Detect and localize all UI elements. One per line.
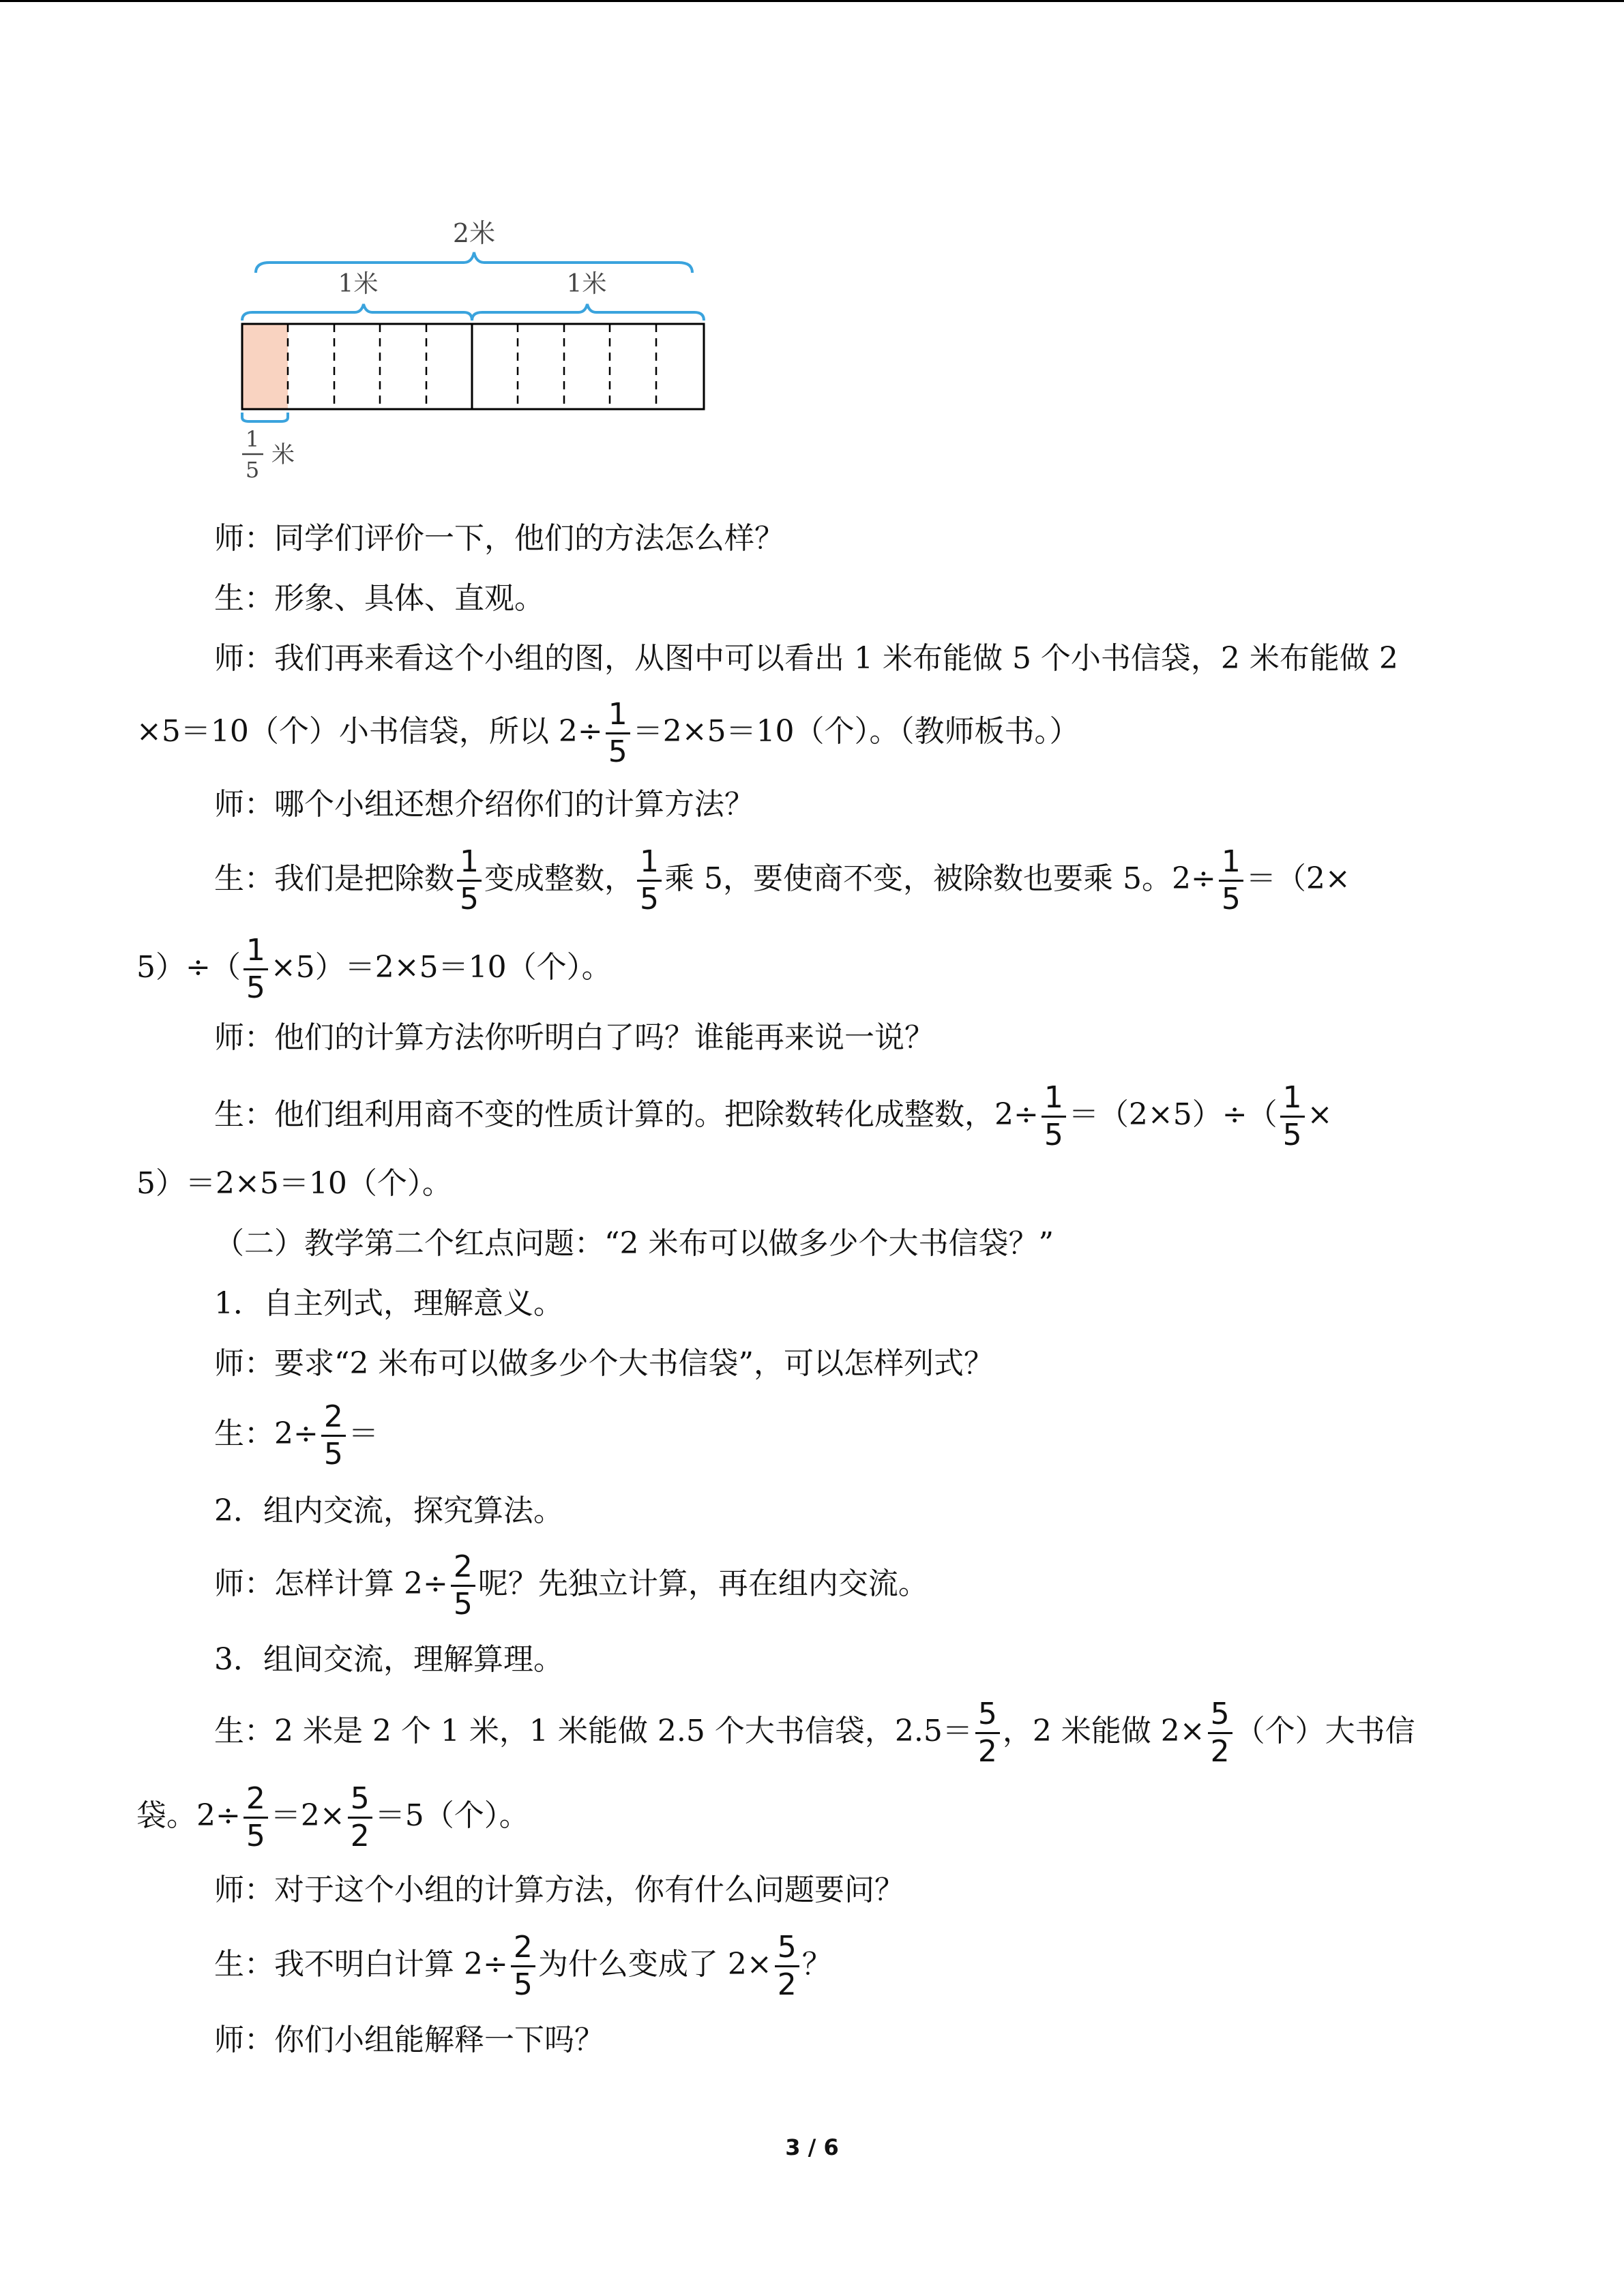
line-12: 1．自主列式，理解意义。 [214, 1286, 563, 1321]
line-17: 3．组间交流，理解算理。 [214, 1642, 563, 1677]
top-border [0, 0, 1624, 2]
denominator: 5 [1221, 882, 1241, 916]
line-6-part-b: 变成整数， [484, 861, 634, 896]
denominator: 5 [246, 1819, 265, 1853]
line-7-part-b: ×5）＝2×5＝10（个）。 [270, 950, 612, 985]
fraction-two-fifths [243, 1781, 268, 1853]
denominator: 5 [608, 734, 628, 769]
cloth-diagram [218, 205, 737, 491]
denominator: 2 [350, 1819, 370, 1853]
fraction-one-fifth [1042, 1080, 1066, 1152]
right-label: 1米 [566, 270, 607, 298]
left-brace [242, 304, 472, 320]
line-4 [136, 697, 1494, 769]
numerator: 1 [640, 844, 659, 879]
fraction-one-fifth [243, 933, 268, 1005]
fraction-five-halves [975, 1699, 1000, 1767]
numerator: 1 [246, 933, 265, 968]
denominator: 5 [640, 882, 659, 916]
fifth-unit: 米 [271, 441, 295, 468]
fraction-two-fifths [511, 1930, 535, 2002]
numerator: 2 [323, 1399, 343, 1434]
line-6 [136, 844, 1571, 916]
denominator: 5 [1282, 1118, 1302, 1152]
fraction-five-halves [775, 1930, 799, 2002]
fraction-five-halves [348, 1781, 372, 1853]
numerator: 1 [1044, 1080, 1063, 1115]
numerator: 5 [1210, 1697, 1230, 1731]
line-22: 师：你们小组能解释一下吗？ [214, 2023, 604, 2057]
line-19 [136, 1781, 1494, 1853]
fifth-num: 1 [245, 426, 260, 452]
fraction-two-fifths [321, 1399, 346, 1472]
denominator: 2 [977, 1734, 997, 1769]
numerator: 1 [460, 844, 479, 879]
line-6-part-c: 乘 5，要使商不变，被除数也要乘 5。2÷ [664, 861, 1216, 896]
numerator: 5 [777, 1930, 797, 1965]
numerator: 2 [453, 1549, 473, 1584]
line-16 [136, 1549, 1571, 1622]
line-18 [136, 1699, 1571, 1767]
denominator: 5 [246, 970, 265, 1005]
right-brace [472, 304, 704, 320]
fraction-one-fifth [1280, 1080, 1305, 1152]
highlight-segment [242, 324, 288, 409]
line-18-part-a: 生：2 米是 2 个 1 米，1 米能做 2.5 个大书信袋，2.5＝ [214, 1714, 973, 1748]
fraction-one-fifth [1219, 844, 1243, 916]
cloth-diagram-svg [218, 205, 737, 491]
line-19-part-b: ＝2× [270, 1798, 345, 1833]
line-14 [136, 1399, 1571, 1472]
numerator: 1 [1221, 844, 1241, 879]
line-21 [136, 1930, 1571, 2002]
total-label: 2米 [452, 218, 496, 248]
line-5: 师：哪个小组还想介绍你们的计算方法？ [214, 787, 754, 822]
line-9-part-b: ＝（2×5）÷（ [1068, 1097, 1278, 1132]
denominator: 2 [1210, 1734, 1230, 1769]
line-10: 5）＝2×5＝10（个）。 [136, 1166, 452, 1201]
line-7 [136, 933, 1494, 1005]
line-15: 2．组内交流，探究算法。 [214, 1493, 563, 1528]
page-number: 3 / 6 [785, 2134, 839, 2160]
fraction-one-fifth [457, 844, 482, 916]
line-9-part-c: × [1307, 1097, 1333, 1132]
line-21-part-b: 为什么变成了 2× [537, 1947, 772, 1982]
line-1: 师：同学们评价一下，他们的方法怎么样？ [214, 521, 784, 556]
numerator: 2 [246, 1781, 265, 1816]
numerator: 2 [513, 1930, 533, 1965]
numerator: 5 [350, 1781, 370, 1816]
line-7-part-a: 5）÷（ [136, 950, 241, 985]
denominator: 2 [777, 1967, 797, 2002]
numerator: 5 [977, 1697, 997, 1731]
line-4-part-a: ×5＝10（个）小书信袋，所以 2÷ [136, 714, 603, 749]
total-brace [256, 252, 692, 273]
line-6-part-d: ＝（2× [1245, 861, 1350, 896]
line-21-part-c: ？ [801, 1947, 832, 1982]
numerator: 1 [1282, 1080, 1302, 1115]
line-16-part-a: 师：怎样计算 2÷ [214, 1566, 448, 1601]
fifth-brace [242, 413, 288, 421]
line-21-part-a: 生：我不明白计算 2÷ [214, 1947, 508, 1982]
left-label: 1米 [338, 270, 379, 298]
fraction-five-halves [1208, 1699, 1232, 1767]
fifth-den: 5 [245, 457, 260, 483]
line-9-part-a: 生：他们组利用商不变的性质计算的。把除数转化成整数，2÷ [214, 1097, 1039, 1132]
line-4-part-b: ＝2×5＝10（个）。（教师板书。） [632, 714, 1080, 749]
line-9 [136, 1080, 1571, 1152]
line-14-part-b: ＝ [348, 1416, 379, 1451]
line-3: 师：我们再来看这个小组的图，从图中可以看出 1 米布能做 5 个小书信袋，2 米布能做 2 [214, 641, 1398, 676]
numerator: 1 [608, 697, 628, 732]
line-19-part-c: ＝5（个）。 [374, 1798, 529, 1833]
line-8: 师：他们的计算方法你听明白了吗？谁能再来说一说？ [214, 1020, 934, 1055]
line-19-part-a: 袋。2÷ [136, 1798, 241, 1833]
denominator: 5 [513, 1967, 533, 2002]
line-2: 生：形象、具体、直观。 [214, 581, 544, 616]
line-11: （二）教学第二个红点问题：“2 米布可以做多少个大书信袋？” [214, 1226, 1054, 1261]
line-6-part-a: 生：我们是把除数 [214, 861, 454, 896]
fraction-one-fifth [637, 844, 662, 916]
denominator: 5 [453, 1587, 473, 1622]
denominator: 5 [323, 1437, 343, 1472]
denominator: 5 [460, 882, 479, 916]
line-18-part-c: （个）大书信 [1235, 1714, 1415, 1748]
denominator: 5 [1044, 1118, 1063, 1152]
fraction-one-fifth [606, 697, 630, 769]
line-18-part-b: ，2 米能做 2× [1002, 1714, 1205, 1748]
line-13: 师：要求“2 米布可以做多少个大书信袋”，可以怎样列式？ [214, 1346, 994, 1381]
line-14-part-a: 生：2÷ [214, 1416, 319, 1451]
line-16-part-b: 呢？先独立计算，再在组内交流。 [477, 1566, 928, 1601]
fraction-two-fifths [451, 1549, 475, 1622]
line-20: 师：对于这个小组的计算方法，你有什么问题要问？ [214, 1873, 904, 1907]
